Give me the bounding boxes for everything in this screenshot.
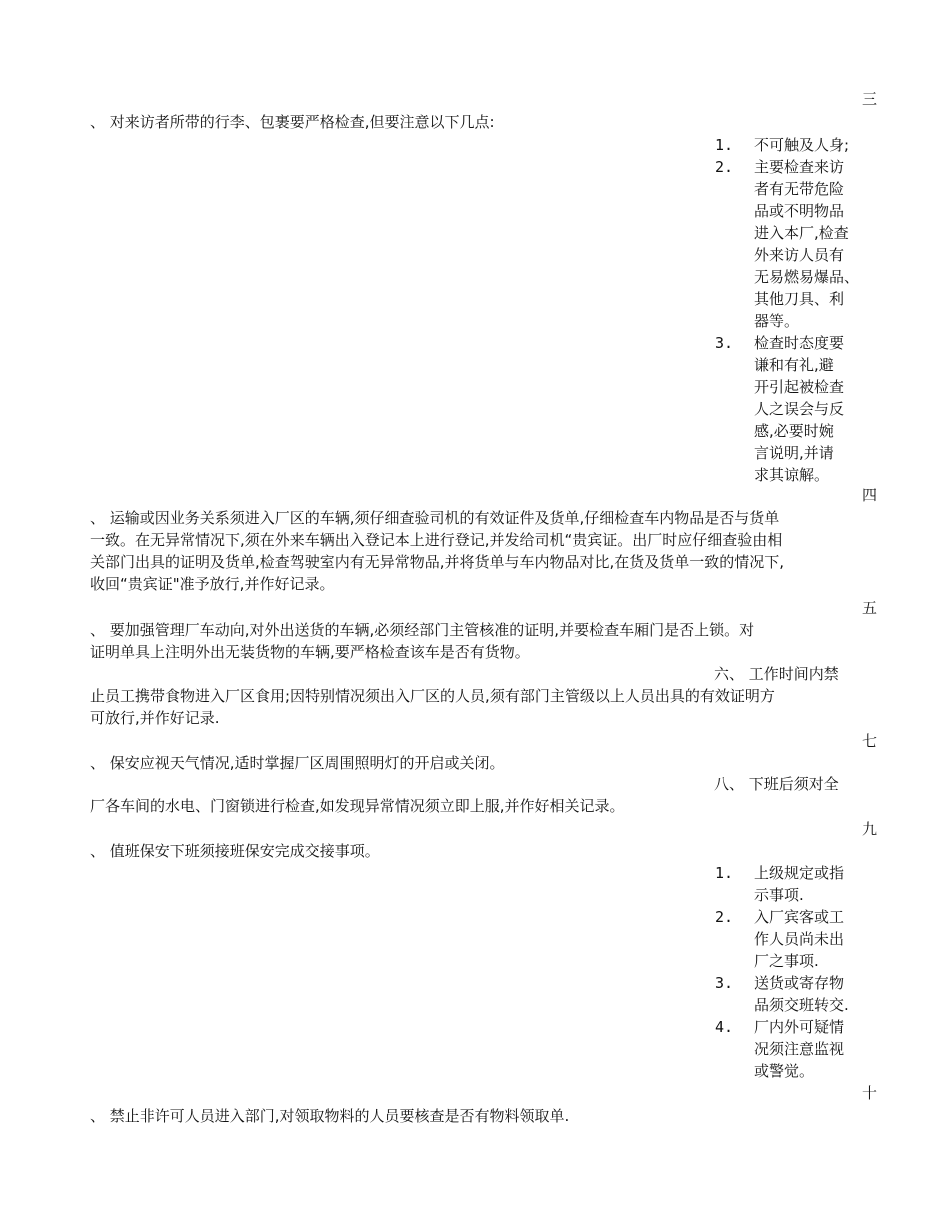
section-4-line: 关部门出具的证明及货单,检查驾驶室内有无异常物品,并将货单与车内物品对比,在货及货单一致的情况下, [90, 553, 785, 571]
section-7-numeral: 七 [862, 732, 878, 750]
s9-item-3-line: 品须交班转交. [754, 996, 849, 1014]
s3-item-2-line: 无易燃易爆品、 [754, 268, 860, 286]
s9-item-1-number: 1. [715, 864, 734, 882]
s3-item-2-line: 者有无带危险 [754, 180, 845, 198]
s9-item-2-line: 作人员尚未出 [754, 930, 845, 948]
s3-item-2-line: 外来访人员有 [754, 246, 845, 264]
s3-item-3-line: 检查时态度要 [754, 334, 845, 352]
section-5-line: 证明单具上注明外出无装货物的车辆,要严格检查该车是否有货物。 [90, 643, 530, 661]
s3-item-3-line: 人之误会与反 [754, 400, 845, 418]
section-8-body [90, 795, 870, 817]
s3-item-2-line: 器等。 [754, 312, 800, 330]
section-10-line: 、 禁止非许可人员进入部门,对领取物料的人员要核查是否有物料领取单. [90, 1107, 570, 1125]
s9-item-2-number: 2. [715, 908, 734, 926]
s9-item-4-number: 4. [715, 1018, 734, 1036]
s3-item-3-line: 感,必要时婉 [754, 422, 834, 440]
s3-item-2-number: 2. [715, 158, 734, 176]
s3-item-2-line: 品或不明物品 [754, 202, 845, 220]
s3-item-3-line: 开引起被检查 [754, 378, 845, 396]
section-5-numeral: 五 [862, 599, 878, 617]
s3-item-3-text [754, 332, 864, 486]
s9-item-1-line: 上级规定或指 [754, 864, 845, 882]
s9-item-1-text [754, 862, 864, 906]
section-7-line: 、 保安应视天气情况,适时掌握厂区周围照明灯的开启或关闭。 [90, 754, 505, 772]
section-5-line: 、 要加强管理厂车动向,对外出送货的车辆,必须经部门主管核准的证明,并要检查车厢门是否上锁。对 [90, 621, 755, 639]
s3-item-3-line: 谦和有礼,避 [754, 356, 834, 374]
s3-item-3-line: 求其谅解。 [754, 466, 830, 484]
s9-item-4-line: 厂内外可疑情 [754, 1018, 845, 1036]
section-4-numeral: 四 [862, 486, 878, 504]
s9-item-2-line: 入厂宾客或工 [754, 908, 845, 926]
section-9-numeral: 九 [862, 820, 878, 838]
s3-item-2-text [754, 156, 864, 332]
section-6-line: 可放行,并作好记录. [90, 709, 220, 727]
s9-item-3-number: 3. [715, 974, 734, 992]
s3-item-2-line: 其他刀具、利 [754, 290, 845, 308]
s3-item-1-text [754, 134, 864, 156]
s3-item-3-number: 3. [715, 334, 734, 352]
s9-item-2-line: 厂之事项. [754, 952, 819, 970]
section-3-intro: 、 对来访者所带的行李、包裹要严格检查,但要注意以下几点: [90, 113, 495, 131]
section-8-heading: 八、 下班后须对全 [714, 775, 839, 793]
section-4-line: 一致。在无异常情况下,须在外来车辆出入登记本上进行登记,并发给司机“贵宾证。出厂时应仔细查验由相 [90, 531, 783, 549]
section-10-body [90, 1105, 870, 1127]
s3-item-3-line: 言说明,并请 [754, 444, 834, 462]
section-4-line: 收回“贵宾证"准予放行,并作好记录。 [90, 575, 335, 593]
section-8-line: 厂各车间的水电、门窗锁进行检查,如发现异常情况须立即上服,并作好相关记录。 [90, 797, 625, 815]
s9-item-1-line: 示事项. [754, 886, 804, 904]
s3-item-1-number: 1. [715, 136, 734, 154]
section-6-heading: 六、 工作时间内禁 [714, 665, 839, 683]
section-10-numeral: 十 [862, 1084, 878, 1102]
s9-item-3-text [754, 972, 864, 1016]
section-3-numeral: 三 [862, 90, 878, 108]
section-4-line: 、 运输或因业务关系须进入厂区的车辆,须仔细查验司机的有效证件及货单,仔细检查车内物品是否与货单 [90, 509, 780, 527]
section-4-body [90, 507, 870, 595]
s9-item-4-text [754, 1016, 864, 1082]
s3-item-2-line: 进入本厂,检查 [754, 224, 849, 242]
section-5-body [90, 619, 870, 663]
s3-item-2-line: 主要检查来访 [754, 158, 845, 176]
s9-item-4-line: 况须注意监视 [754, 1040, 845, 1058]
s9-item-2-text [754, 906, 864, 972]
section-9-intro: 、 值班保安下班须接班保安完成交接事项。 [90, 842, 380, 860]
s9-item-4-line: 或警觉。 [754, 1062, 815, 1080]
s9-item-3-line: 送货或寄存物 [754, 974, 845, 992]
section-7-body [90, 752, 870, 774]
section-6-line: 止员工携带食物进入厂区食用;因特别情况须出入厂区的人员,须有部门主管级以上人员出具的有效证明方 [90, 687, 775, 705]
s3-item-1-line: 不可触及人身; [754, 136, 850, 154]
section-6-body [90, 685, 870, 729]
